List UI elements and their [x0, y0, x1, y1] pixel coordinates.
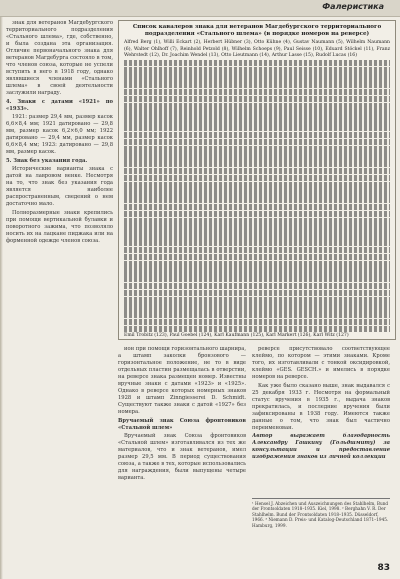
middle-subtext: Вручаемый знак Союза фронтовиков «Стальной шлем» изготавливался из тех же материалов, что и знак ветеранов, имел размер 29,5 мм. В период существования союза, а также в тех, которые использовались для награждения, были выпущены четыре варианта.: [118, 433, 246, 481]
list-text-line: [124, 232, 390, 239]
section-4-text: 1921: размер 29,4 мм, размер касок 6,6×8,4 мм; 1921 датировано — 29,8 мм, размер касок 6,2×6,0 мм; 1922 датировано — 29,4 мм, размер касок 6,6×8,4 мм; 1923: датировано — 29,8 мм, размер касок.: [6, 114, 113, 155]
list-title: Список кавалеров знака для ветеранов Магдебургского территориального подразделения «Стального шлема» (в порядке номеров на реверсе): [132, 24, 382, 37]
page-gutter-shadow: [0, 0, 3, 579]
list-text-line: [124, 304, 390, 311]
list-text-line: [124, 182, 390, 189]
list-text-line: [124, 139, 390, 146]
right-text-2: Как уже было сказано выше, знак выдавался с 25 декабря 1933 г. Несмотря на формальный статус вручения в 1935 г., выдача знаков прекратилась, и последние вручения были зафиксированы в 1938 году. Имеются также данные о том, что знак был частично переименован.: [252, 382, 390, 431]
section-label: Фалеристика: [322, 2, 384, 11]
list-text-line: [124, 283, 390, 290]
list-last-entries: Emil Trobitz (123), Paul Goebel (124), Karl Kaufmann (125), Karl Markert (126), Karl Witz (127): [124, 332, 349, 338]
list-text-line: [124, 67, 390, 74]
list-text-line: [124, 132, 390, 139]
list-text-line: [124, 239, 390, 246]
list-text-line: [124, 146, 390, 153]
list-text-line: [124, 89, 390, 96]
list-entries-continued: [124, 60, 390, 333]
acknowledgement: Автор выражает благодарность Александру Гашкину (Гольдшмиту) за консультации и предоставление изображения знаков из личной коллекции: [252, 433, 390, 460]
list-text-line: [124, 311, 390, 318]
list-text-line: [124, 175, 390, 182]
list-text-line: [124, 168, 390, 175]
list-text-line: [124, 290, 390, 297]
right-text: реверсе присутствовало соответствующее клеймо, по котором — этими знаками. Кроме того, их изготавливали с тонкой оксидировкой, клеймо «GES. GESCH.» и имелись в порядке номеров на реверсе.: [252, 346, 390, 380]
list-text-line: [124, 204, 390, 211]
intro-paragraph: знак для ветеранов Магдебургского территориального подразделения «Стального шлема», где, собственно, и была создана эта организация. Отличие первоначального знака для ветеранов Магдебурга состояло в том, что членов союза, которые не успели вступить в него в 1918 году, однако являвшиеся членами «Стального шлема» в своей деятельности заслужили награду.: [6, 20, 113, 96]
recipients-list-box: [118, 20, 396, 340]
list-text-line: [124, 254, 390, 261]
section-4-heading: 4. Знаки с датами «1921» по «1933».: [6, 98, 113, 112]
list-text-line: [124, 96, 390, 103]
list-text-line: [124, 268, 390, 275]
list-first-entries: Alfred Berg (1), Willi Eckart (2), Herbert Hübner (3), Otto Kühne (4), Gustav Naumann (5), Wilhelm Naumann (6), Walter Ohlhoff (7), Reinhold Petzold (8), Wilhelm Schoeps (9), Paul Seisse (10), Eduard Stöckel (11), Franz Wehrstedt (12), Dr. Joachim Wendel (13), Otto Lieutmann (14), Arthur Lasse (15), Rudolf Lucas (16): [124, 40, 390, 59]
middle-text: ион при помощи горизонтального шарнира, а штамп заколки бронзового — горизонтальное положение, не то в виде отдельных пластин размещалась в отверстии, на реверсе знака размещен номер. Известны вручные знаки с датами «1923» и «1925». Однако в реверсе которых номерных знаков 1928 и штамп Zinngiesserei D. Schmidt. Существуют также знаки с датой «1927» без номера.: [118, 346, 246, 415]
left-column: [6, 20, 113, 555]
section-5-heading: 5. Знак без указания года.: [6, 157, 88, 164]
list-text-line: [124, 124, 390, 131]
middle-subtitle: Вручаемый знак Союза фронтовиков «Стальной шлем»: [118, 417, 246, 431]
list-text-line: [124, 211, 390, 218]
list-text-line: [124, 189, 390, 196]
list-text-line: [124, 81, 390, 88]
list-text-line: [124, 261, 390, 268]
list-text-line: [124, 60, 390, 67]
section-5-text: Исторические варианты знака с датой на лавровом венке. Несмотря на то, что знак без указания года является наиболее распространенным, сведений о нем достаточно мало.: [6, 166, 113, 207]
list-text-line: [124, 275, 390, 282]
list-text-line: [124, 110, 390, 117]
list-text-line: [124, 297, 390, 304]
list-text-line: [124, 319, 390, 326]
closing-paragraph: Полноразмерные знаки крепились при помощи вертикальной булавки и поворотного зажима, что позволяло носить их на лацкане пиджака или на форменной одежде членов союза.: [6, 209, 113, 244]
list-text-line: [124, 218, 390, 225]
footnotes: ¹ Hensel J. Abzeichen und Auszeichnungen des Stahlhelm, Bund der Frontsoldaten 1918–1935. Kiel, 1998. ² Berghahn V. R. Der Stahlhelm. Bund der Frontsoldaten 1918–1935. Düsseldorf, 1966. ³ Niemann D. Preis- und Katalog-Deutschland 1871–1945. Hamburg, 1999.: [252, 498, 390, 528]
page-number: 83: [377, 563, 390, 573]
list-text-line: [124, 225, 390, 232]
list-text-line: [124, 117, 390, 124]
list-text-line: [124, 160, 390, 167]
list-text-line: [124, 247, 390, 254]
list-body: [124, 40, 390, 340]
list-text-line: [124, 326, 390, 333]
page-header: [0, 0, 400, 17]
list-text-line: [124, 74, 390, 81]
list-text-line: [124, 153, 390, 160]
list-text-line: [124, 103, 390, 110]
middle-column: [118, 346, 246, 546]
list-text-line: [124, 196, 390, 203]
